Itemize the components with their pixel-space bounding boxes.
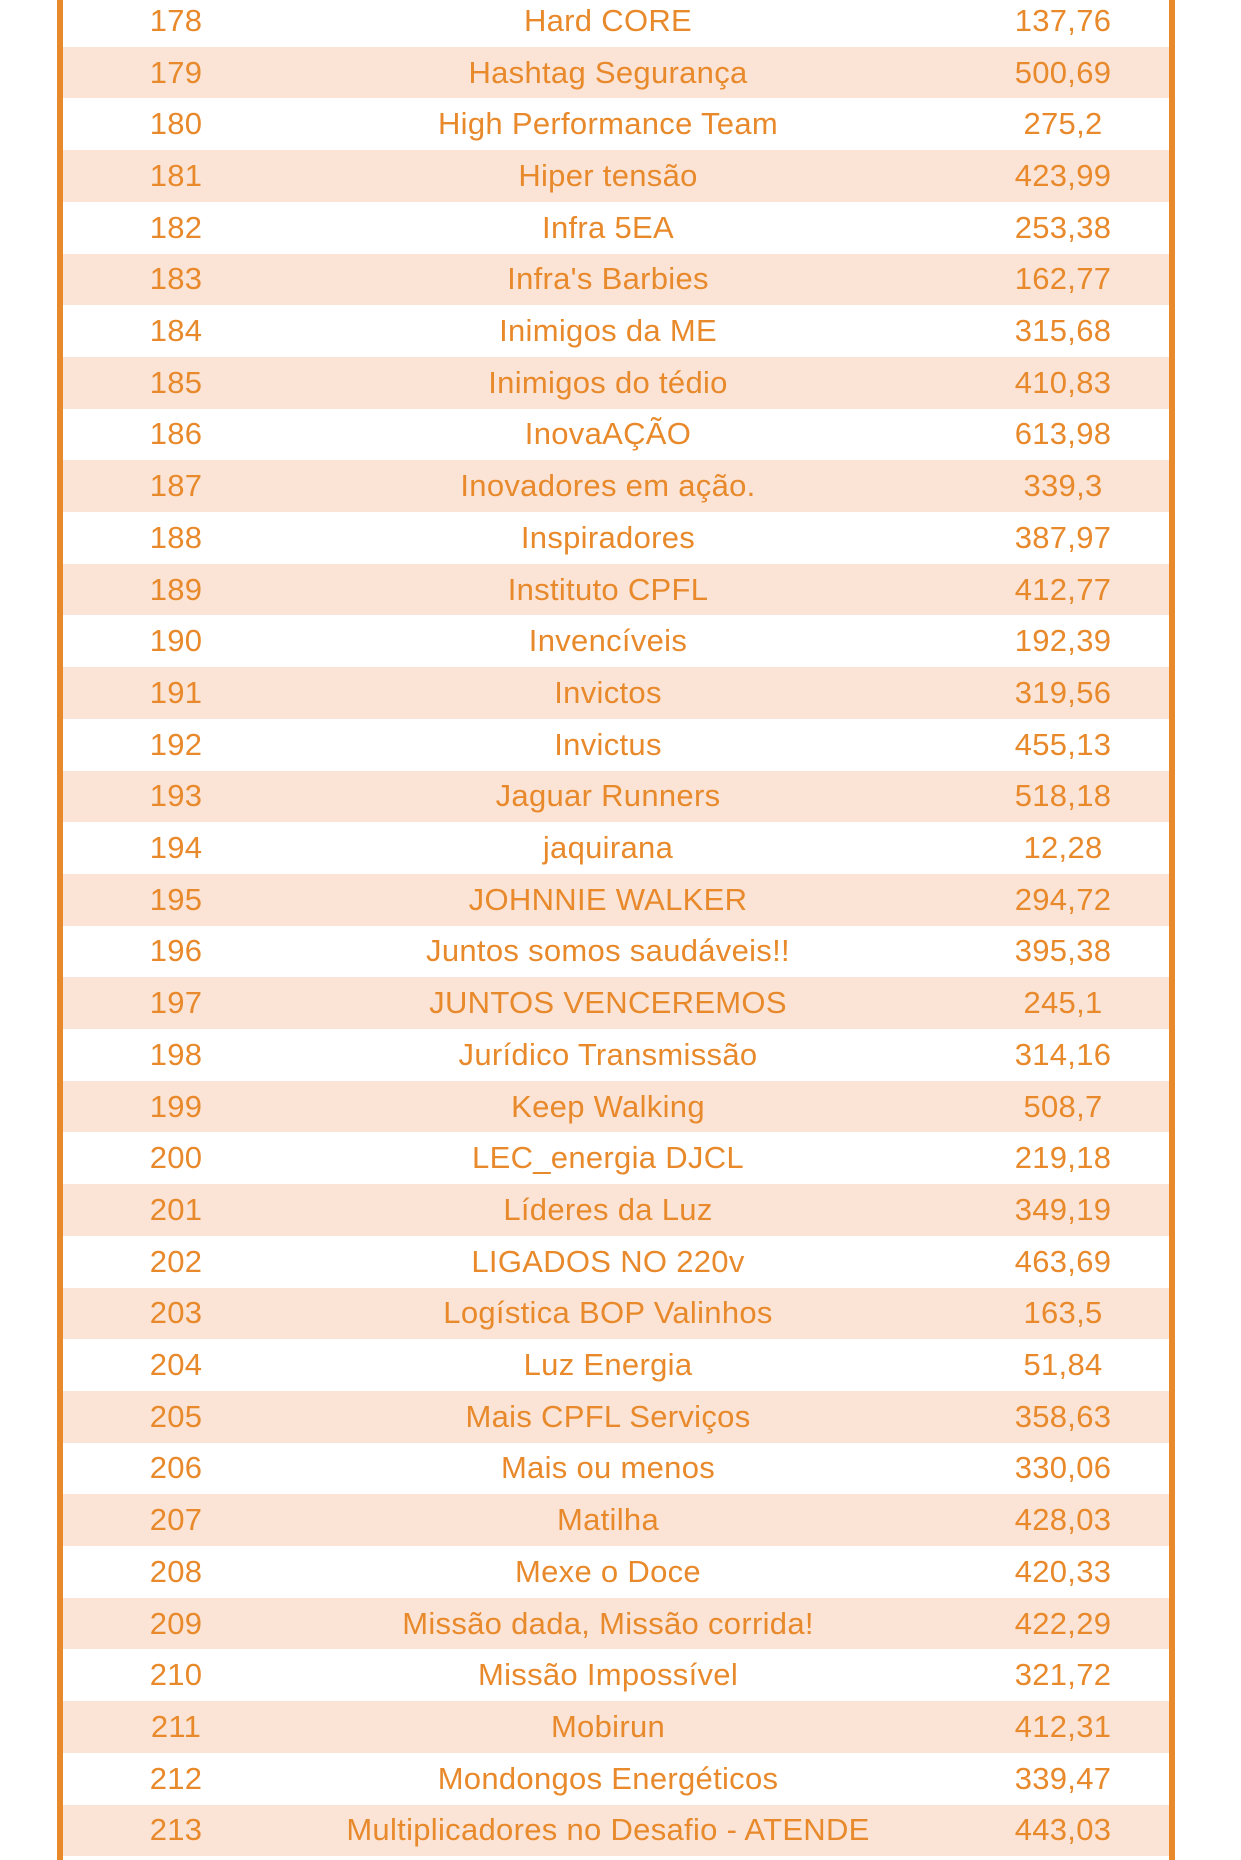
team-name-cell: LEC_energia DJCL: [472, 1140, 744, 1176]
rank-cell: 210: [149, 1657, 203, 1693]
score-cell: 163,5: [1023, 1295, 1103, 1331]
table-row: [63, 926, 1169, 978]
table-row: [63, 1598, 1169, 1650]
team-name-cell: jaquirana: [542, 830, 674, 866]
table-row: [63, 98, 1169, 150]
team-name-cell: InovaAÇÃO: [524, 416, 692, 452]
table-row: [63, 357, 1169, 409]
table-row: [63, 667, 1169, 719]
score-cell: 422,29: [1014, 1605, 1112, 1641]
score-cell: 508,7: [1023, 1088, 1103, 1124]
team-name-cell: Instituto CPFL: [507, 571, 709, 607]
table-row: [63, 1184, 1169, 1236]
table-row: [63, 1546, 1169, 1598]
rank-cell: 189: [149, 571, 203, 607]
team-name-cell: Keep Walking: [511, 1088, 705, 1124]
team-name-cell: Inspiradores: [520, 519, 696, 555]
score-cell: 192,39: [1014, 623, 1112, 659]
team-name-cell: Hiper tensão: [518, 157, 698, 193]
rank-cell: 206: [149, 1450, 203, 1486]
table-row: [63, 564, 1169, 616]
rank-cell: 200: [149, 1140, 203, 1176]
score-cell: 428,03: [1014, 1502, 1112, 1538]
rank-cell: 198: [149, 1036, 203, 1072]
table-row: [63, 1081, 1169, 1133]
team-name-cell: Matilha: [556, 1502, 660, 1538]
table-row: [63, 47, 1169, 99]
team-name-cell: JUNTOS VENCEREMOS: [429, 985, 787, 1021]
score-cell: 275,2: [1023, 106, 1103, 142]
score-cell: 423,99: [1014, 157, 1112, 193]
score-cell: 349,19: [1014, 1191, 1112, 1227]
team-name-cell: Inimigos do tédio: [488, 364, 728, 400]
team-name-cell: Líderes da Luz: [503, 1191, 713, 1227]
score-cell: 330,06: [1014, 1450, 1112, 1486]
team-name-cell: Invictos: [554, 674, 662, 710]
table-row: [63, 977, 1169, 1029]
team-name-cell: JOHNNIE WALKER: [468, 881, 748, 917]
team-name-cell: Hard CORE: [523, 2, 693, 38]
ranking-table: [57, 0, 1175, 1860]
score-cell: 162,77: [1014, 261, 1112, 297]
team-name-cell: Invictus: [554, 726, 662, 762]
rank-cell: 196: [149, 933, 203, 969]
rank-cell: 192: [149, 726, 203, 762]
team-name-cell: Mexe o Doce: [515, 1553, 701, 1589]
rank-cell: 207: [149, 1502, 203, 1538]
team-name-cell: Hashtag Segurança: [468, 54, 748, 90]
score-cell: 245,1: [1023, 985, 1103, 1021]
team-name-cell: Mobirun: [550, 1708, 666, 1744]
team-name-cell: Luz Energia: [523, 1347, 693, 1383]
score-cell: 443,03: [1014, 1812, 1112, 1848]
rank-cell: 183: [149, 261, 203, 297]
rank-cell: 204: [149, 1347, 203, 1383]
table-row: [63, 1339, 1169, 1391]
rank-cell: 208: [149, 1553, 203, 1589]
table-row: [63, 1236, 1169, 1288]
rank-cell: 202: [149, 1243, 203, 1279]
score-cell: 319,56: [1014, 674, 1112, 710]
table-row: [63, 0, 1169, 47]
table-row: [63, 771, 1169, 823]
rank-cell: 205: [149, 1398, 203, 1434]
team-name-cell: Infra 5EA: [542, 209, 674, 245]
table-row: [63, 254, 1169, 306]
table-row: [63, 1701, 1169, 1753]
score-cell: 137,76: [1014, 2, 1112, 38]
table-row: [63, 512, 1169, 564]
score-cell: 358,63: [1014, 1398, 1112, 1434]
score-cell: 253,38: [1014, 209, 1112, 245]
table-row: [63, 1288, 1169, 1340]
team-name-cell: Mais CPFL Serviços: [465, 1398, 751, 1434]
score-cell: 219,18: [1014, 1140, 1112, 1176]
table-row: [63, 1132, 1169, 1184]
rank-cell: 178: [149, 2, 203, 38]
rank-cell: 184: [149, 313, 203, 349]
rank-cell: 195: [149, 881, 203, 917]
team-name-cell: Missão Impossível: [477, 1657, 739, 1693]
score-cell: 613,98: [1014, 416, 1112, 452]
team-name-cell: Juntos somos saudáveis!!: [426, 933, 790, 969]
rank-cell: 188: [149, 519, 203, 555]
team-name-cell: Inovadores em ação.: [460, 468, 756, 504]
table-row: [63, 1443, 1169, 1495]
table-row: [63, 822, 1169, 874]
team-name-cell: High Performance Team: [438, 106, 778, 142]
table-row: [63, 305, 1169, 357]
table-row: [63, 1029, 1169, 1081]
table-row: [63, 874, 1169, 926]
table-row: [63, 615, 1169, 667]
table-row: [63, 150, 1169, 202]
score-cell: 12,28: [1023, 830, 1103, 866]
table-row: [63, 1391, 1169, 1443]
team-name-cell: LIGADOS NO 220v: [471, 1243, 745, 1279]
team-name-cell: Jaguar Runners: [495, 778, 721, 814]
rank-cell: 185: [149, 364, 203, 400]
team-name-cell: Jurídico Transmissão: [458, 1036, 758, 1072]
rank-cell: 199: [149, 1088, 203, 1124]
score-cell: 455,13: [1014, 726, 1112, 762]
rank-cell: 180: [149, 106, 203, 142]
score-cell: 395,38: [1014, 933, 1112, 969]
score-cell: 315,68: [1014, 313, 1112, 349]
rank-cell: 190: [149, 623, 203, 659]
rank-cell: 212: [149, 1760, 203, 1796]
table-row: [63, 1753, 1169, 1805]
table-row: [63, 1649, 1169, 1701]
score-cell: 321,72: [1014, 1657, 1112, 1693]
score-cell: 420,33: [1014, 1553, 1112, 1589]
table-row: [63, 1494, 1169, 1546]
score-cell: 463,69: [1014, 1243, 1112, 1279]
score-cell: 412,77: [1014, 571, 1112, 607]
rank-cell: 197: [149, 985, 203, 1021]
score-cell: 294,72: [1014, 881, 1112, 917]
rank-cell: 179: [149, 54, 203, 90]
rank-cell: 186: [149, 416, 203, 452]
team-name-cell: Invencíveis: [528, 623, 688, 659]
table-row: [63, 719, 1169, 771]
score-cell: 412,31: [1014, 1708, 1112, 1744]
table-row: [63, 409, 1169, 461]
team-name-cell: Infra's Barbies: [507, 261, 709, 297]
team-name-cell: Missão dada, Missão corrida!: [402, 1605, 814, 1641]
team-name-cell: Mondongos Energéticos: [437, 1760, 779, 1796]
table-row: [63, 460, 1169, 512]
score-cell: 339,47: [1014, 1760, 1112, 1796]
table-row: [63, 1805, 1169, 1857]
team-name-cell: Inimigos da ME: [499, 313, 717, 349]
score-cell: 314,16: [1014, 1036, 1112, 1072]
table-row: [63, 202, 1169, 254]
score-cell: 387,97: [1014, 519, 1112, 555]
rank-cell: 201: [149, 1191, 203, 1227]
rank-cell: 213: [149, 1812, 203, 1848]
rank-cell: 209: [149, 1605, 203, 1641]
rank-cell: 203: [149, 1295, 203, 1331]
team-name-cell: Mais ou menos: [500, 1450, 716, 1486]
rank-cell: 187: [149, 468, 203, 504]
score-cell: 51,84: [1023, 1347, 1103, 1383]
score-cell: 410,83: [1014, 364, 1112, 400]
rank-cell: 182: [149, 209, 203, 245]
rank-cell: 194: [149, 830, 203, 866]
team-name-cell: Multiplicadores no Desafio - ATENDE: [346, 1812, 870, 1848]
rank-cell: 193: [149, 778, 203, 814]
score-cell: 500,69: [1014, 54, 1112, 90]
score-cell: 518,18: [1014, 778, 1112, 814]
rank-cell: 181: [149, 157, 203, 193]
rank-cell: 211: [150, 1708, 202, 1744]
score-cell: 339,3: [1023, 468, 1103, 504]
rank-cell: 191: [149, 674, 203, 710]
team-name-cell: Logística BOP Valinhos: [443, 1295, 773, 1331]
